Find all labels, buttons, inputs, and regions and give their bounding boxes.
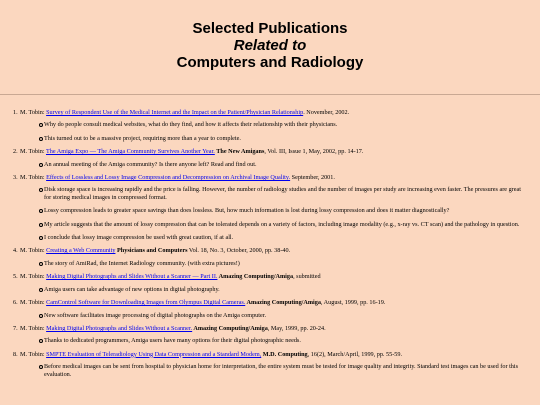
publication-item [13, 174, 526, 242]
publication-note: An annual meeting of the Amiga community? Is there anyone left? Read and find out. [44, 161, 526, 168]
publication-author: M. Tobin: [20, 148, 46, 156]
publication-author: M. Tobin: [20, 174, 47, 182]
publication-details: , 16(2), March/April, 1999, pp. 55-59. [307, 350, 403, 358]
publication-author: M. Tobin: [20, 350, 47, 358]
publication-author: M. Tobin: [20, 299, 47, 307]
publication-details: , May, 1999, pp. 20-24. [267, 324, 326, 332]
publication-notes [20, 337, 526, 344]
publication-note: New software facilitates image processing of digital photographs on the Amiga computer. [44, 312, 526, 319]
publication-author: M. Tobin: [20, 247, 47, 255]
publication-venue: Amazing Computing/Amiga [217, 273, 294, 281]
publication-note: Disk storage space is increasing rapidly and the price is falling. However, the number of radiology studies and the number of images per study are increasing even faster. The pressures are great for storing medical images in compressed format. [44, 186, 526, 201]
publication-title-link[interactable]: CamControl Software for Downloading Images from Olympus Digital Cameras. [46, 299, 246, 307]
publication-title-link[interactable]: Survey of Respondent Use of the Medical Internet and the Impact on the Patient/Physician Relationship [46, 109, 304, 116]
publication-notes [20, 363, 526, 378]
publication-note: I conclude that lossy image compression be used with great caution, if at all. [44, 234, 526, 241]
publication-title-link[interactable]: Effects of Lossless and Lossy Image Compression and Decompression on Archival Image Quality. [46, 174, 291, 182]
publication-author: M. Tobin: [20, 324, 47, 332]
publication-notes [20, 121, 526, 142]
publication-venue: Amazing Computing/Amiga [192, 324, 268, 332]
publication-number: 6. [13, 299, 18, 307]
publication-note: Before medical images can be sent from hospital to physician home for interpretation, the entire system must be tested for image quality and integrity. Standard test images can be used for this evaluation. [44, 363, 526, 378]
publication-details: , Vol. III, Issue 1, May, 2002, pp. 14-17. [264, 148, 364, 156]
publication-title-link[interactable]: SMPTE Evaluation of Teleradiology Using Data Compression and a Standard Modem, [46, 350, 262, 358]
publication-notes [20, 260, 526, 267]
publication-details: , submitted [293, 273, 321, 281]
publication-title-link[interactable]: Creating a Web Community [46, 247, 116, 255]
publication-number: 4. [13, 247, 18, 255]
publication-details: September, 2001. [290, 174, 335, 182]
publication-item [13, 273, 526, 293]
publication-item [13, 109, 526, 142]
publication-details: , August, 1999, pp. 16-19. [320, 299, 386, 307]
publication-notes [20, 161, 526, 168]
publication-item [13, 350, 526, 378]
publication-number: 7. [13, 324, 18, 332]
header-line-2: Related to [233, 37, 307, 54]
publication-list [0, 109, 540, 378]
publication-number: 8. [13, 350, 18, 358]
publication-venue: M.D. Computing [261, 350, 308, 358]
publication-details: Vol. 18, No. 3, October, 2000, pp. 38-40. [187, 247, 291, 255]
publication-item [13, 299, 526, 319]
publication-title-link[interactable]: Making Digital Photographs and Slides Without a Scanner — Part II. [46, 273, 218, 281]
publication-venue: Physicians and Computers [115, 247, 188, 255]
publication-author: M. Tobin: [20, 109, 47, 116]
publication-notes [20, 186, 526, 241]
publication-note: Why do people consult medical websites, what do they find, and how it affects their relationship with their physicians. [44, 121, 526, 128]
publication-note: The story of AmiRad, the Internet Radiology community. (with extra pictures!) [44, 260, 526, 267]
header-line-3: Computers and Radiology [176, 54, 364, 71]
publication-number: 2. [13, 148, 18, 156]
publication-notes [20, 286, 526, 293]
publication-note: This turned out to be a massive project, requiring more than a year to complete. [44, 135, 526, 142]
publication-notes [20, 312, 526, 319]
publication-item [13, 148, 526, 168]
header-line-1: Selected Publications [192, 20, 348, 37]
publication-title-link[interactable]: The Amiga Expo — The Amiga Community Survives Another Year. [45, 148, 215, 156]
publication-number: 3. [13, 174, 18, 182]
divider [0, 94, 540, 95]
publication-note: Thanks to dedicated programmers, Amiga users have many options for their digital photographic needs. [44, 337, 526, 344]
page-header [0, 0, 540, 71]
publication-number: 1. [13, 109, 18, 116]
publication-item [13, 247, 526, 267]
publication-venue: Amazing Computing/Amiga [245, 299, 321, 307]
publication-title-link[interactable]: Making Digital Photographs and Slides Without a Scanner. [46, 324, 193, 332]
publication-item [13, 324, 526, 345]
publication-note: Amiga users can take advantage of new options in digital photography. [44, 286, 526, 293]
publication-details: . November, 2002. [303, 109, 350, 116]
publication-venue: The New Amigans [214, 148, 265, 156]
publication-author: M. Tobin: [20, 273, 47, 281]
publication-note: Lossy compression leads to greater space savings than does lossless. But, how much information is lost during lossy compression and does it matter diagnostically? [44, 207, 526, 214]
publication-note: My article suggests that the amount of lossy compression that can be tolerated depends on a variety of factors, including image modality (e.g., x-ray vs. CT scan) and the pathology in question. [44, 221, 526, 228]
publication-number: 5. [13, 273, 18, 281]
